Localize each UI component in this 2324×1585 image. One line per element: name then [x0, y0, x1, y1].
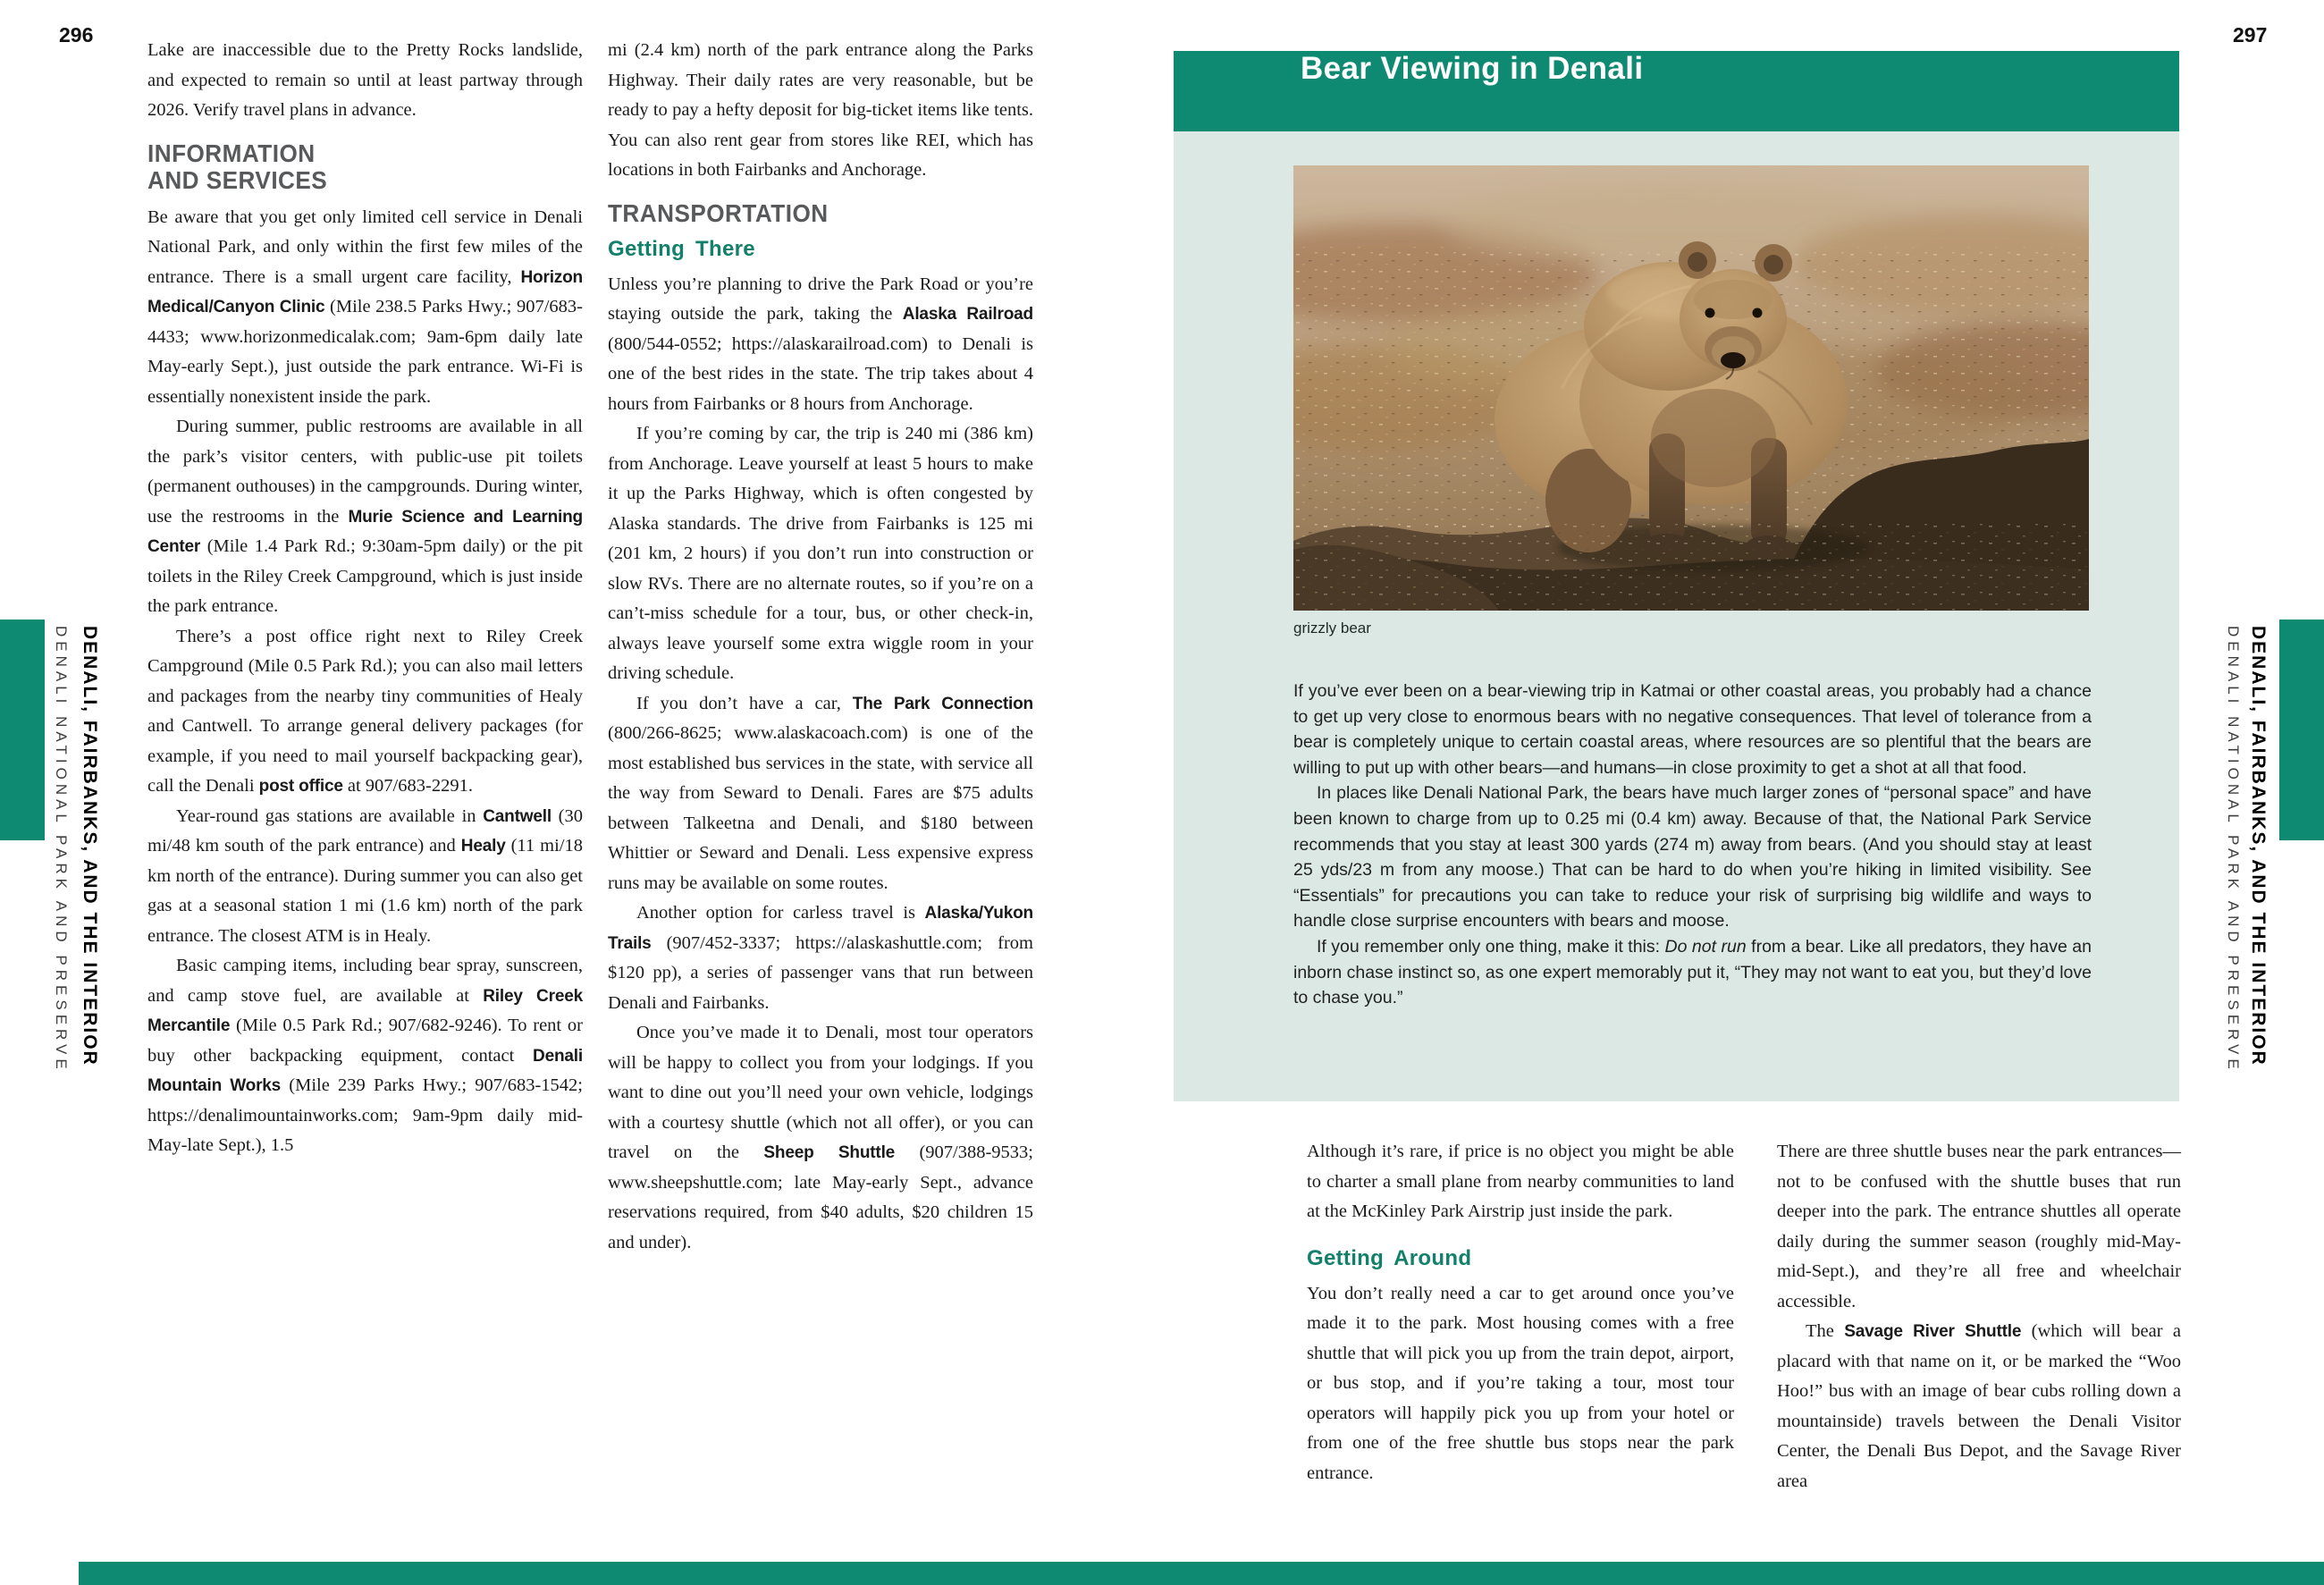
paragraph: There’s a post office right next to Riley Creek Campground (Mile 0.5 Park Rd.); you can also mail letters and packages from the nearby tiny communities of Healy and Cantwell. To arrange general delivery packages (for example, if you need to mail yourself backpacking gear), call the Denali post office at 907/683-2291. — [147, 626, 583, 796]
feature-box — [1174, 131, 2179, 1101]
subsection-heading: Getting There — [608, 236, 755, 261]
feature-box-title: Bear Viewing in Denali — [1301, 51, 1644, 86]
left-page-column-1 — [147, 36, 583, 1161]
bold-term: Riley Creek Mercantile — [147, 986, 583, 1035]
section-vertical-label-right: DENALI NATIONAL PARK AND PRESERVE — [2225, 626, 2242, 1074]
page-number-left: 296 — [59, 23, 94, 46]
photo-caption: grizzly bear — [1293, 620, 1371, 637]
paragraph: Unless you’re planning to drive the Park Road or you’re staying outside the park, taking the Alaska Railroad (800/544-0552; https://alaskarailroad.com) to Denali is one of the best rides in the state. The trip takes about 4 hours from Fairbanks or 8 hours from Anchorage. — [608, 274, 1033, 414]
chapter-vertical-label-right: DENALI, FAIRBANKS, AND THE INTERIOR — [2248, 626, 2269, 1067]
paragraph: There are three shuttle buses near the park entrances—not to be confused with the shuttle buses that run deeper into the park. The entrance shuttles all operate daily during the summer season (roughly mid-May-mid-Sept.), and they’re all free and wheelchair accessible. — [1777, 1142, 2181, 1311]
paragraph: Once you’ve made it to Denali, most tour operators will be happy to collect you from your lodgings. If you want to dine out you’ll need your own vehicle, lodgings with a courtesy shuttle (which not all offer), or you can travel on the Sheep Shuttle (907/388-9533; www.sheepshuttle.com; late May-early Sept., advance reservations required, from $40 adults, $20 children 15 and under). — [608, 1023, 1033, 1252]
subsection-heading: Getting Around — [1307, 1245, 1472, 1270]
section-heading-line: TRANSPORTATION — [608, 198, 829, 227]
bold-term: Savage River Shuttle — [1844, 1322, 2022, 1341]
bold-term: Murie Science and Learning Center — [147, 507, 583, 556]
bold-term: Denali Mountain Works — [147, 1046, 583, 1095]
bold-term: post office — [258, 777, 343, 796]
paragraph: In places like Denali National Park, the bears have much larger zones of “personal space” and have been known to charge from up to 0.25 mi (0.4 km) away. Because of that, the National Park Service recommends that you stay at least 300 yards (274 m) away from bears. (And you should stay at least 25 yds/23 m from any moose.) That can be hard to do when you’re hiking in limited visibility. See “Essentials” for precautions you can take to reduce your risk of surprising big wildlife and ways to handle close surprise encounters with bears and moose. — [1293, 783, 2092, 932]
paragraph: Lake are inaccessible due to the Pretty Rocks landslide, and expected to remain so until at least partway through 2026. Verify travel plans in advance. — [147, 40, 583, 120]
section-heading-line: INFORMATION — [147, 139, 316, 167]
feature-box-header — [1174, 51, 2179, 131]
section-heading — [147, 140, 583, 194]
right-page-column-1 — [1307, 1137, 1734, 1488]
paragraph: Be aware that you get only limited cell service in Denali National Park, and only within the first few miles of the entrance. There is a small urgent care facility, Horizon Medical/Canyon Clinic (Mile 238.5 Parks Hwy.; 907/683-4433; www.horizonmedicalak.com; 9am-6pm daily late May-early Sept.), just outside the park entrance. Wi-Fi is essentially nonexistent inside the park. — [147, 207, 583, 407]
paragraph: The Savage River Shuttle (which will bear a placard with that name on it, or be marked the “Woo Hoo!” bus with an image of bear cubs rolling down a mountainside) travels between the Denali Visitor Center, the Denali Bus Depot, and the Savage River area — [1777, 1321, 2182, 1491]
paragraph: mi (2.4 km) north of the park entrance along the Parks Highway. Their daily rates are very reasonable, but be ready to pay a hefty deposit for big-ticket items like tents. You can also rent gear from stores like REI, which has locations in both Fairbanks and Anchorage. — [608, 40, 1033, 180]
section-heading — [608, 200, 1033, 227]
section-heading-line: AND SERVICES — [147, 165, 328, 194]
paragraph: If you remember only one thing, make it this: Do not run from a bear. Like all predators, they have an inborn chase instinct so, as one expert memorably put it, “They may not want to eat you, but they’d love to chase you.” — [1293, 936, 2092, 1008]
bold-term: The Park Connection — [852, 694, 1033, 713]
section-vertical-label-left: DENALI NATIONAL PARK AND PRESERVE — [53, 626, 70, 1074]
paragraph: Basic camping items, including bear spray, sunscreen, and camp stove fuel, are available at Riley Creek Mercantile (Mile 0.5 Park Rd.; 907/682-9246). To rent or buy other backpacking equipment, contact Denali Mountain Works (Mile 239 Parks Hwy.; 907/683-1542; https://denalimountainworks.com; 9am-9pm daily mid-May-late Sept.), 1.5 — [147, 956, 583, 1155]
bold-term: Alaska Railroad — [902, 305, 1033, 324]
paragraph: Another option for carless travel is Alaska/Yukon Trails (907/452-3337; https://alaskashuttle.com; from $120 pp), a series of passenger vans that run between Denali and Fairbanks. — [608, 903, 1033, 1013]
italic-term: Do not run — [1664, 936, 1747, 957]
left-page-column-2 — [608, 36, 1033, 1258]
paragraph: Although it’s rare, if price is no object you might be able to charter a small plane from nearby communities to land at the McKinley Park Airstrip just inside the park. — [1307, 1142, 1734, 1221]
page-bottom-bar — [79, 1562, 2324, 1585]
right-page-column-2 — [1777, 1137, 2181, 1496]
bold-term: Alaska/Yukon Trails — [608, 904, 1033, 953]
grizzly-bear-photo — [1293, 165, 2089, 611]
grizzly-bear-illustration — [1293, 165, 2089, 611]
chapter-vertical-label-left: DENALI, FAIRBANKS, AND THE INTERIOR — [80, 626, 100, 1067]
chapter-tab-right — [2279, 620, 2324, 840]
paragraph: If you’re coming by car, the trip is 240 mi (386 km) from Anchorage. Leave yourself at least 5 hours to make it up the Parks Highway, which is often congested by Alaska standards. The drive from Fairbanks is 125 mi (201 km, 2 hours) if you don’t run into construction or slow RVs. There are no alternate routes, so if you’re on a can’t-miss schedule for a tour, bus, or other check-in, always leave yourself some extra wiggle room in your driving schedule. — [608, 424, 1033, 683]
paragraph: If you don’t have a car, The Park Connection (800/266-8625; www.alaskacoach.com) is one of the most established bus services in the state, with service all the way from Seward to Denali. Fares are $75 adults between Talkeetna and Denali, and $180 between Whittier or Seward and Denali. Less expensive express runs may be available on some routes. — [608, 693, 1033, 893]
paragraph: Year-round gas stations are available in Cantwell (30 mi/48 km south of the park entrance) and Healy (11 mi/18 km north of the entrance). During summer you can also get gas at a seasonal station 1 mi (1.6 km) north of the park entrance. The closest ATM is in Healy. — [147, 805, 583, 946]
paragraph: If you’ve ever been on a bear-viewing trip in Katmai or other coastal areas, you probably had a chance to get up very close to enormous bears with no negative consequences. That level of tolerance from a bear is completely unique to certain coastal areas, where resources are so plentiful that the bears are willing to put up with other bears—and humans—in close proximity to get a shot at all that food. — [1293, 681, 2092, 778]
page-number-right: 297 — [2233, 23, 2268, 46]
paragraph: During summer, public restrooms are available in all the park’s visitor centers, with public-use pit toilets (permanent outhouses) in the campgrounds. During winter, use the restrooms in the Murie Science and Learning Center (Mile 1.4 Park Rd.; 9:30am-5pm daily) or the pit toilets in the Riley Creek Campground, which is just inside the park entrance. — [147, 417, 583, 616]
bold-term: Healy — [460, 837, 506, 856]
bold-term: Cantwell — [483, 806, 552, 826]
bold-term: Sheep Shuttle — [763, 1143, 896, 1162]
feature-box-text — [1293, 679, 2092, 1011]
bold-term: Horizon Medical/Canyon Clinic — [147, 267, 583, 316]
paragraph: You don’t really need a car to get around once you’ve made it to the park. Most housing comes with a free shuttle that will pick you up from the train depot, airport, or bus stop, and if you’re taking a tour, most tour operators will happily pick you up from your hotel or from one of the free shuttle bus stops near the park entrance. — [1307, 1283, 1734, 1483]
chapter-tab-left — [0, 620, 45, 840]
